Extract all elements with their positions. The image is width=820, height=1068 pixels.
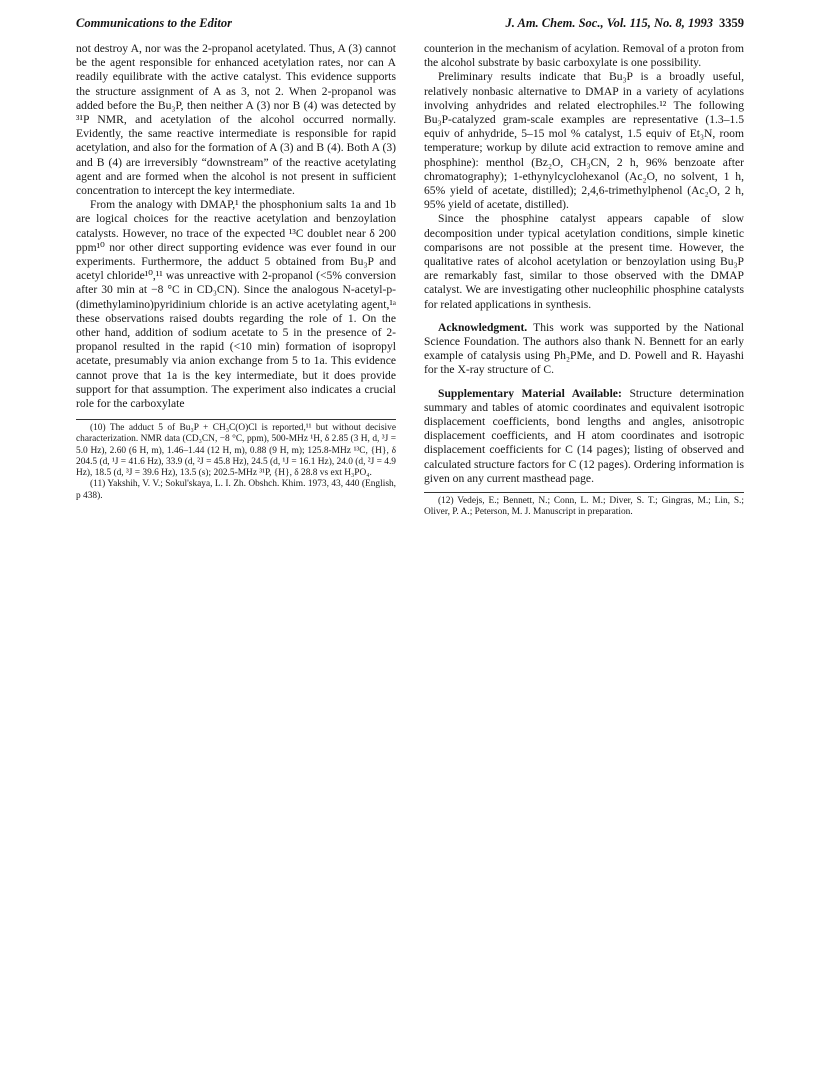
paragraph: From the analogy with DMAP,¹ the phosphonium salts 1a and 1b are logical choices for the reactive acetylation and benzoylation catalysts. However, no trace of the expected ¹³C doublet near δ 200 ppm¹⁰ nor other direct supporting evidence was ever found in our experiments. Furthermore, the adduct 5 obtained from Bu₃P and acetyl chloride¹⁰,¹¹ was unreactive with 2-propanol (<5% conversion after 30 min at −8 °C in CD₃CN). Since the analogous N-acetyl-p-(dimethylamino)pyridinium chloride is an active acetylating agent,¹ᵃ these observations raised doubts regarding the role of 1. On the other hand, addition of sodium acetate to 5 in the presence of 2-propanol resulted in the rapid (<10 min) formation of isopropyl acetate, presumably via anion exchange from 5 to 1a. This evidence cannot prove that 1a is the key intermediate, but it does provide support for that assumption. The experiment also indicates a crucial role for the carboxylate	[76, 198, 396, 411]
running-header	[76, 16, 744, 34]
supplementary-heading: Supplementary Material Available:	[438, 386, 622, 400]
left-column	[76, 42, 396, 502]
journal-citation	[505, 16, 744, 31]
page-number: 3359	[719, 16, 744, 30]
acknowledgment	[424, 321, 744, 378]
acknowledgment-text: This work was supported by the National Science Foundation. The authors also thank N. Bennett for an early example of catalysis using Ph₂PMe, and D. Powell and R. Hayashi for the X-ray structure of C.	[424, 320, 744, 377]
footnote-12: (12) Vedejs, E.; Bennett, N.; Conn, L. M.; Diver, S. T.; Gingras, M.; Lin, S.; Oliver, P. A.; Peterson, M. J. Manuscript in preparation.	[424, 496, 744, 518]
supplementary-text: Structure determination summary and tables of atomic coordinates and equivalent isotropic displacement coefficients, bond lengths and angles, anisotropic displacement coefficients, and H atom coordinates and isotropic displacement coefficients for C (14 pages); listing of observed and calculated structure factors for C (12 pages). Ordering information is given on any current masthead page.	[424, 386, 744, 485]
paragraph: Since the phosphine catalyst appears capable of slow decomposition under typical acetylation conditions, simple kinetic comparisons are not possible at the present time. However, the qualitative rates of alcohol acetylation or benzoylation using Bu₃P are remarkably fast, similar to those observed with the DMAP catalyst. We are investigating other nucleophilic phosphine catalysts for related applications in synthesis.	[424, 212, 744, 311]
acknowledgment-heading: Acknowledgment.	[438, 320, 528, 334]
footnote-11: (11) Yakshih, V. V.; Sokul'skaya, L. I. Zh. Obshch. Khim. 1973, 43, 440 (English, p 438).	[76, 479, 396, 501]
section-title: Communications to the Editor	[76, 16, 232, 30]
right-column	[424, 42, 744, 519]
paragraph: counterion in the mechanism of acylation. Removal of a proton from the alcohol substrate by basic carboxylate is one possibility.	[424, 42, 744, 70]
paragraph: Preliminary results indicate that Bu₃P is a broadly useful, relatively nonbasic alternative to DMAP in a variety of acylations involving anhydrides and related electrophiles.¹² The following Bu₃P-catalyzed gram-scale examples are representative (1.3–1.5 equiv of anhydride, 5–15 mol % catalyst, 1.5 equiv of Et₃N, room temperature; workup by dilute acid extraction to remove amine and phosphine): menthol (Bz₂O, CH₃CN, 2 h, 96% benzoate after chromatography); 1-ethynylcyclohexanol (Ac₂O, no solvent, 1 h, 65% yield of acetate, distilled); 2,4,6-trimethylphenol (Ac₂O, 2 h, 95% yield of acetate, distilled).	[424, 70, 744, 212]
paragraph: not destroy A, nor was the 2-propanol acetylated. Thus, A (3) cannot be the agent responsible for enhanced acetylation rates, nor can A readily equilibrate with the active catalyst. This evidence supports the structure assignment of A as 3, not 2. When 2-propanol was added before the Bu₃P, then neither A (3) nor B (4) was detected by ³¹P NMR, and acetylation of the alcohol occurred normally. Evidently, the same reactive intermediate is responsible for rapid acetylation, and also for the formation of A (3) and B (4). Both A (3) and B (4) are irreversibly “downstream” of the reactive acetylating agent and are formed when the alcohol is not present in sufficient concentration to intercept the key intermediate.	[76, 42, 396, 198]
journal-reference: J. Am. Chem. Soc., Vol. 115, No. 8, 1993	[505, 16, 713, 30]
footnote-divider	[76, 419, 396, 420]
supplementary-material	[424, 387, 744, 486]
footnote-divider	[424, 492, 744, 493]
footnote-10: (10) The adduct 5 of Bu₃P + CH₃C(O)Cl is reported,¹¹ but without decisive characterization. NMR data (CD₃CN, −8 °C, ppm), 500-MHz ¹H, δ 2.85 (3 H, d, ³J = 5.0 Hz), 2.60 (6 H, m), 1.46–1.44 (12 H, m), 0.88 (9 H, m); 125.8-MHz ¹³C, {H}, δ 204.5 (d, ¹J = 41.6 Hz), 33.9 (d, ²J = 45.8 Hz), 24.5 (d, ¹J = 16.1 Hz), 24.0 (d, ²J = 4.9 Hz), 18.5 (d, ³J = 39.6 Hz), 13.5 (s); 202.5-MHz ³¹P, {H}, δ 28.8 vs ext H₃PO₄.	[76, 423, 396, 479]
